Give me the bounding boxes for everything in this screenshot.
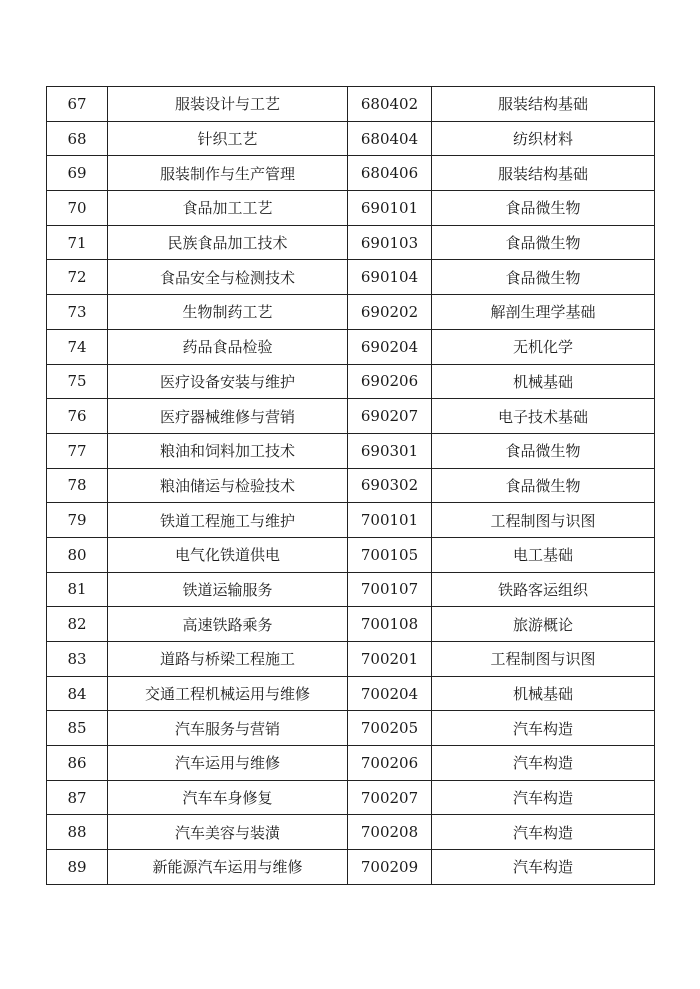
- table-row: [47, 468, 655, 503]
- row-number: 73: [47, 295, 108, 330]
- table-row: [47, 364, 655, 399]
- table-row: [47, 850, 655, 885]
- major-name: 汽车运用与维修: [108, 746, 348, 781]
- table-body: [47, 87, 655, 885]
- major-name: 医疗设备安装与维护: [108, 364, 348, 399]
- exam-course: 电子技术基础: [432, 399, 655, 434]
- exam-course: 食品微生物: [432, 433, 655, 468]
- row-number: 72: [47, 260, 108, 295]
- table-row: [47, 572, 655, 607]
- major-code: 700205: [348, 711, 432, 746]
- exam-course: 服装结构基础: [432, 87, 655, 122]
- exam-course: 机械基础: [432, 676, 655, 711]
- major-name: 汽车服务与营销: [108, 711, 348, 746]
- major-name: 交通工程机械运用与维修: [108, 676, 348, 711]
- major-code: 690302: [348, 468, 432, 503]
- row-number: 74: [47, 329, 108, 364]
- major-code: 700101: [348, 503, 432, 538]
- major-code: 690103: [348, 225, 432, 260]
- table-row: [47, 711, 655, 746]
- exam-course: 食品微生物: [432, 260, 655, 295]
- major-code: 680402: [348, 87, 432, 122]
- table-row: [47, 815, 655, 850]
- exam-course: 无机化学: [432, 329, 655, 364]
- exam-course: 食品微生物: [432, 225, 655, 260]
- table-row: [47, 191, 655, 226]
- table-row: [47, 433, 655, 468]
- table-row: [47, 260, 655, 295]
- exam-course: 汽车构造: [432, 850, 655, 885]
- major-name: 铁道工程施工与维护: [108, 503, 348, 538]
- major-code: 680404: [348, 121, 432, 156]
- exam-course: 食品微生物: [432, 468, 655, 503]
- major-code: 690202: [348, 295, 432, 330]
- major-name: 药品食品检验: [108, 329, 348, 364]
- major-name: 粮油和饲料加工技术: [108, 433, 348, 468]
- table-row: [47, 607, 655, 642]
- row-number: 85: [47, 711, 108, 746]
- exam-course: 工程制图与识图: [432, 503, 655, 538]
- table-row: [47, 537, 655, 572]
- exam-course: 汽车构造: [432, 780, 655, 815]
- major-code: 700204: [348, 676, 432, 711]
- major-name: 汽车美容与装潢: [108, 815, 348, 850]
- exam-course: 纺织材料: [432, 121, 655, 156]
- row-number: 86: [47, 746, 108, 781]
- exam-course: 电工基础: [432, 537, 655, 572]
- major-name: 粮油储运与检验技术: [108, 468, 348, 503]
- exam-course: 服装结构基础: [432, 156, 655, 191]
- table-row: [47, 780, 655, 815]
- table-row: [47, 295, 655, 330]
- exam-course: 铁路客运组织: [432, 572, 655, 607]
- table-row: [47, 121, 655, 156]
- table-row: [47, 676, 655, 711]
- row-number: 78: [47, 468, 108, 503]
- row-number: 87: [47, 780, 108, 815]
- major-code: 680406: [348, 156, 432, 191]
- exam-course: 解剖生理学基础: [432, 295, 655, 330]
- major-code: 700108: [348, 607, 432, 642]
- exam-course: 机械基础: [432, 364, 655, 399]
- major-code: 700201: [348, 642, 432, 677]
- table-row: [47, 87, 655, 122]
- row-number: 69: [47, 156, 108, 191]
- major-name: 电气化铁道供电: [108, 537, 348, 572]
- row-number: 84: [47, 676, 108, 711]
- row-number: 70: [47, 191, 108, 226]
- table-row: [47, 329, 655, 364]
- major-name: 服装设计与工艺: [108, 87, 348, 122]
- row-number: 77: [47, 433, 108, 468]
- row-number: 88: [47, 815, 108, 850]
- major-name: 食品安全与检测技术: [108, 260, 348, 295]
- major-name: 道路与桥梁工程施工: [108, 642, 348, 677]
- table-row: [47, 642, 655, 677]
- table-row: [47, 399, 655, 434]
- major-code: 690207: [348, 399, 432, 434]
- major-course-table: [46, 86, 655, 885]
- exam-course: 汽车构造: [432, 746, 655, 781]
- major-name: 生物制药工艺: [108, 295, 348, 330]
- table-row: [47, 156, 655, 191]
- major-code: 690101: [348, 191, 432, 226]
- row-number: 80: [47, 537, 108, 572]
- major-code: 690301: [348, 433, 432, 468]
- major-code: 690204: [348, 329, 432, 364]
- major-code: 700207: [348, 780, 432, 815]
- major-code: 700206: [348, 746, 432, 781]
- major-name: 汽车车身修复: [108, 780, 348, 815]
- table-row: [47, 746, 655, 781]
- major-name: 针织工艺: [108, 121, 348, 156]
- table-row: [47, 503, 655, 538]
- major-name: 服装制作与生产管理: [108, 156, 348, 191]
- major-name: 医疗器械维修与营销: [108, 399, 348, 434]
- exam-course: 汽车构造: [432, 711, 655, 746]
- row-number: 67: [47, 87, 108, 122]
- major-name: 民族食品加工技术: [108, 225, 348, 260]
- major-code: 690206: [348, 364, 432, 399]
- major-code: 700208: [348, 815, 432, 850]
- major-name: 铁道运输服务: [108, 572, 348, 607]
- row-number: 81: [47, 572, 108, 607]
- row-number: 83: [47, 642, 108, 677]
- major-name: 新能源汽车运用与维修: [108, 850, 348, 885]
- exam-course: 旅游概论: [432, 607, 655, 642]
- row-number: 76: [47, 399, 108, 434]
- row-number: 75: [47, 364, 108, 399]
- major-code: 690104: [348, 260, 432, 295]
- major-name: 高速铁路乘务: [108, 607, 348, 642]
- major-course-table-container: [46, 86, 654, 885]
- major-name: 食品加工工艺: [108, 191, 348, 226]
- row-number: 89: [47, 850, 108, 885]
- major-code: 700209: [348, 850, 432, 885]
- row-number: 82: [47, 607, 108, 642]
- exam-course: 工程制图与识图: [432, 642, 655, 677]
- row-number: 68: [47, 121, 108, 156]
- exam-course: 汽车构造: [432, 815, 655, 850]
- major-code: 700105: [348, 537, 432, 572]
- row-number: 71: [47, 225, 108, 260]
- row-number: 79: [47, 503, 108, 538]
- major-code: 700107: [348, 572, 432, 607]
- exam-course: 食品微生物: [432, 191, 655, 226]
- table-row: [47, 225, 655, 260]
